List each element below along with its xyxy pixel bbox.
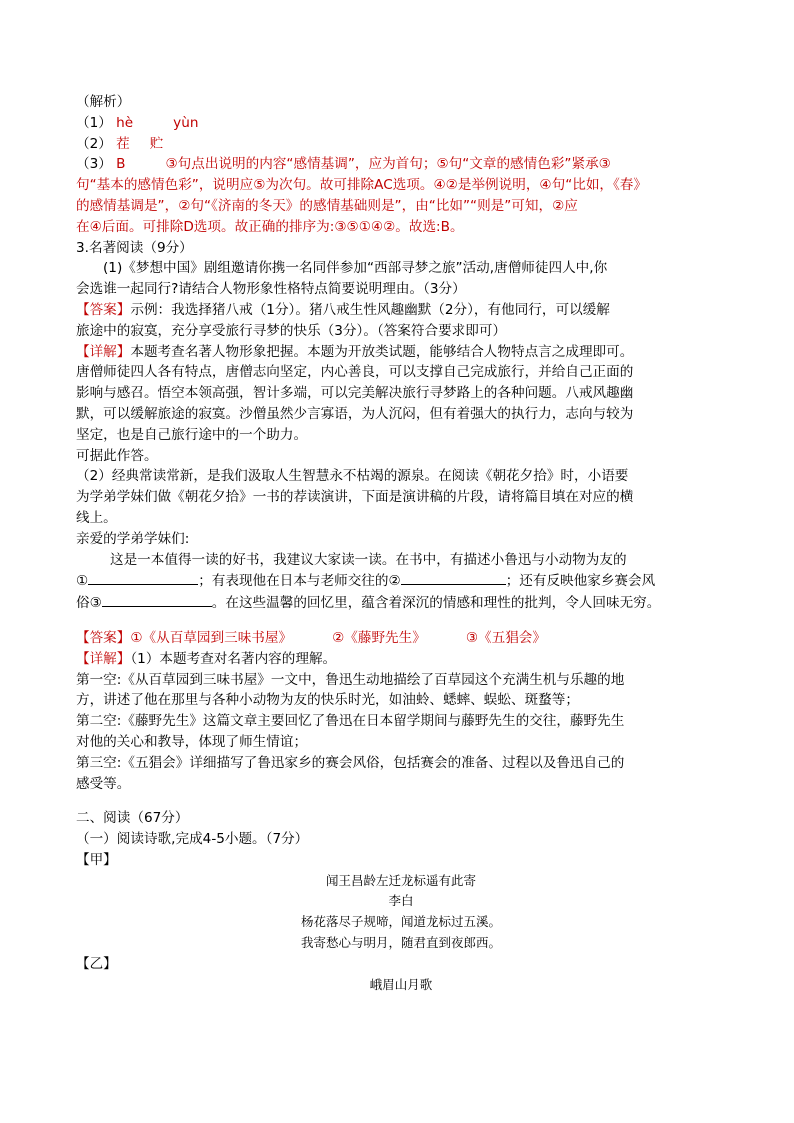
- answer-text-1: 示例：我选择猪八戒（1分）。猪八戒生性风趣幽默（2分），有他同行，可以缓解: [130, 301, 610, 318]
- q1-answer-a: hè: [116, 114, 134, 131]
- q1-answer-b: yùn: [173, 114, 199, 131]
- detail-tag: 【详解】: [76, 343, 131, 360]
- document-page: [76, 92, 726, 995]
- q3-sub2-line3: 线上。: [76, 509, 117, 526]
- blank-3[interactable]: [102, 592, 212, 607]
- q3-sub1-line2: 会选谁一起同行?请结合人物形象性格特点简要说明理由。（3分）: [76, 281, 466, 298]
- detail-text-4: 默，可以缓解旅途的寂寞。沙僧虽然少言寡语，为人沉闷，但有着强大的执行力，志向与较为: [76, 405, 634, 422]
- speech-line3: [76, 592, 726, 614]
- poem1-line2: 我寄愁心与明月，随君直到夜郎西。: [300, 935, 501, 951]
- q2-number: （2）: [76, 135, 112, 152]
- detail2-line1: 第一空:《从百草园到三味书屋》一文中，鲁迅生动地描绘了百草园这个充满生机与乐趣的地: [76, 671, 625, 688]
- speech-line2: [76, 570, 726, 592]
- speech-line3-end: 。在这些温馨的回忆里，蕴含着深沉的情感和理性的批判，令人回味无穷。: [211, 595, 661, 612]
- q3-explain-3: 的感情基调是”，②句“《济南的冬天》的感情基础则是”，由“比如”“则是”可知，②应: [76, 197, 578, 214]
- speech-line1: 这是一本值得一读的好书，我建议大家读一读。在书中，有描述小鲁迅与小动物为友的: [110, 551, 627, 568]
- speech-line2-mid: ；有表现他在日本与老师交往的②: [198, 573, 401, 590]
- detail-text-6: 可据此作答。: [76, 447, 158, 464]
- analysis-header: （解析）: [76, 94, 131, 110]
- q2-answer-a: 茬: [116, 135, 130, 152]
- q3-detail-line1: [76, 342, 726, 363]
- q3-explain-4: 在④后面。可排除D选项。故正确的排序为:③⑤①④②。故选:B。: [76, 218, 464, 235]
- detail2-line5: 第三空:《五猖会》详细描写了鲁迅家乡的赛会风俗，包括赛会的准备、过程以及鲁迅自己的: [76, 754, 625, 771]
- detail-text-2: 唐僧师徒四人各有特点，唐僧志向坚定，内心善良，可以支撑自己完成旅行，并给自己正面的: [76, 364, 634, 381]
- detail-text-3: 影响与感召。悟空本领高强，智计多端，可以完美解决旅行寻梦路上的各种问题。八戒风趣幽: [76, 385, 634, 402]
- q3-sub1-line1: (1)《梦想中国》剧组邀请你携一名同伴参加“西部寻梦之旅”活动,唐僧师徒四人中,你: [103, 260, 608, 277]
- q2-answer-b: 贮: [149, 135, 164, 152]
- answer-text-2: 旅途中的寂寞，充分享受旅行寻梦的快乐（3分）。（答案符合要求即可）: [76, 322, 507, 339]
- detail2-line2: 方，讲述了他在那里与各种小动物为友的快乐时光，如油蛉、蟋蟀、蜈蚣、斑蝥等；: [76, 692, 579, 709]
- detail-text-5: 坚定，也是自己旅行途中的一个助力。: [76, 426, 308, 443]
- answer2-tag: 【答案】: [76, 629, 131, 646]
- section2-title: 二、阅读（67分）: [76, 810, 189, 827]
- section2-subtitle: （一）阅读诗歌,完成4-5小题。（7分）: [76, 831, 309, 848]
- speech-line3-start: 俗③: [76, 595, 102, 612]
- poem2-title: 峨眉山月歌: [369, 976, 433, 992]
- analysis-q3-line1: [76, 154, 726, 175]
- q3-answer-line1: [76, 300, 726, 321]
- q3-explain-2: 句“基本的感情色彩”，说明应⑤为次句。故可排除AC选项。④②是举例说明，④句“比如，《春》: [76, 177, 647, 194]
- answer2-item-2: ②《藤野先生》: [332, 629, 426, 646]
- blank1-label: ①: [76, 573, 89, 590]
- detail2-first: [76, 649, 726, 670]
- q1-number: （1）: [76, 114, 112, 131]
- answer2-item-3: ③《五猖会》: [465, 629, 546, 646]
- detail2-tag: 【详解】: [76, 650, 131, 667]
- poem1-line1: 杨花落尽子规啼，闻道龙标过五溪。: [300, 914, 501, 930]
- poem-yi-tag: 【乙】: [76, 955, 117, 972]
- detail2-first-text: （1）本题考查对名著内容的理解。: [130, 650, 337, 667]
- q3-sub2-line2: 为学弟学妹们做《朝花夕拾》一书的荐读演讲，下面是演讲稿的片段，请将篇目填在对应的横: [76, 489, 634, 506]
- q3-sub2-line1: （2）经典常读常新，是我们汲取人生智慧永不枯竭的源泉。在阅读《朝花夕拾》时，小语要: [76, 468, 629, 485]
- q3-answer: B: [116, 156, 126, 173]
- detail-text-1: 本题考查名著人物形象把握。本题为开放类试题，能够结合人物特点言之成理即可。: [130, 343, 634, 360]
- speech-salutation: 亲爱的学弟学妹们:: [76, 530, 190, 547]
- speech-line2-end: ；还有反映他家乡赛会风: [505, 573, 656, 590]
- detail2-line4: 对他的关心和教导，体现了师生情谊；: [76, 733, 308, 750]
- detail2-line3: 第二空:《藤野先生》这篇文章主要回忆了鲁迅在日本留学期间与藤野先生的交往，藤野先生: [76, 713, 625, 730]
- detail2-line6: 感受等。: [76, 775, 131, 792]
- answer2-line: [76, 628, 726, 649]
- section-title-q3: 3.名著阅读（9分）: [76, 239, 193, 256]
- q3-explain-1: ③句点出说明的内容“感情基调”，应为首句；⑤句“文章的感情色彩”紧承③: [165, 156, 611, 173]
- blank-2[interactable]: [401, 570, 506, 585]
- answer2-item-1: ①《从百草园到三味书屋》: [130, 629, 293, 646]
- analysis-q2: [76, 134, 726, 155]
- answer-tag: 【答案】: [76, 301, 131, 318]
- analysis-q1: [76, 113, 726, 134]
- poem1-author: 李白: [388, 893, 414, 909]
- q3-number: （3）: [76, 156, 112, 173]
- poem1-title: 闻王昌龄左迁龙标遥有此寄: [325, 872, 476, 888]
- blank-1[interactable]: [88, 570, 198, 585]
- poem-jia-tag: 【甲】: [76, 851, 117, 868]
